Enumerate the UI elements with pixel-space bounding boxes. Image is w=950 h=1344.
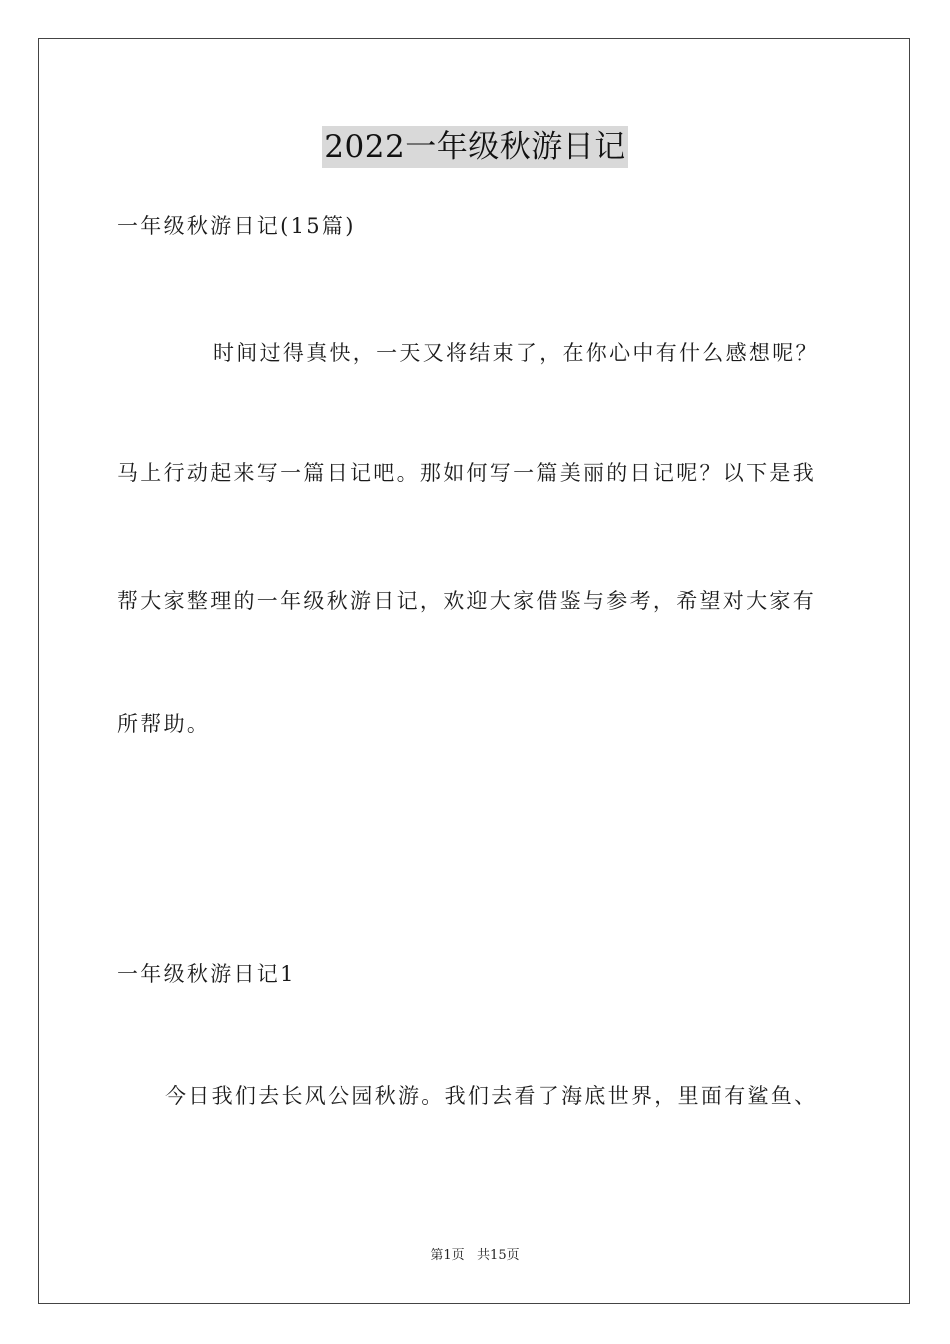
title-container — [0, 126, 950, 168]
document-title: 2022一年级秋游日记 — [322, 126, 627, 168]
paragraph-line: 帮大家整理的一年级秋游日记，欢迎大家借鉴与参考，希望对大家有 — [117, 589, 816, 613]
page-footer: 第1页 共15页 — [430, 1248, 520, 1263]
document-subtitle: 一年级秋游日记(15篇) — [117, 214, 356, 238]
paragraph-line: 马上行动起来写一篇日记吧。那如何写一篇美丽的日记呢？以下是我 — [117, 461, 816, 485]
paragraph-line: 所帮助。 — [117, 712, 211, 736]
paragraph-line: 时间过得真快，一天又将结束了，在你心中有什么感想呢？ — [213, 341, 819, 365]
section-heading: 一年级秋游日记1 — [117, 962, 296, 986]
paragraph-line: 今日我们去长风公园秋游。我们去看了海底世界，里面有鲨鱼、 — [165, 1084, 818, 1108]
